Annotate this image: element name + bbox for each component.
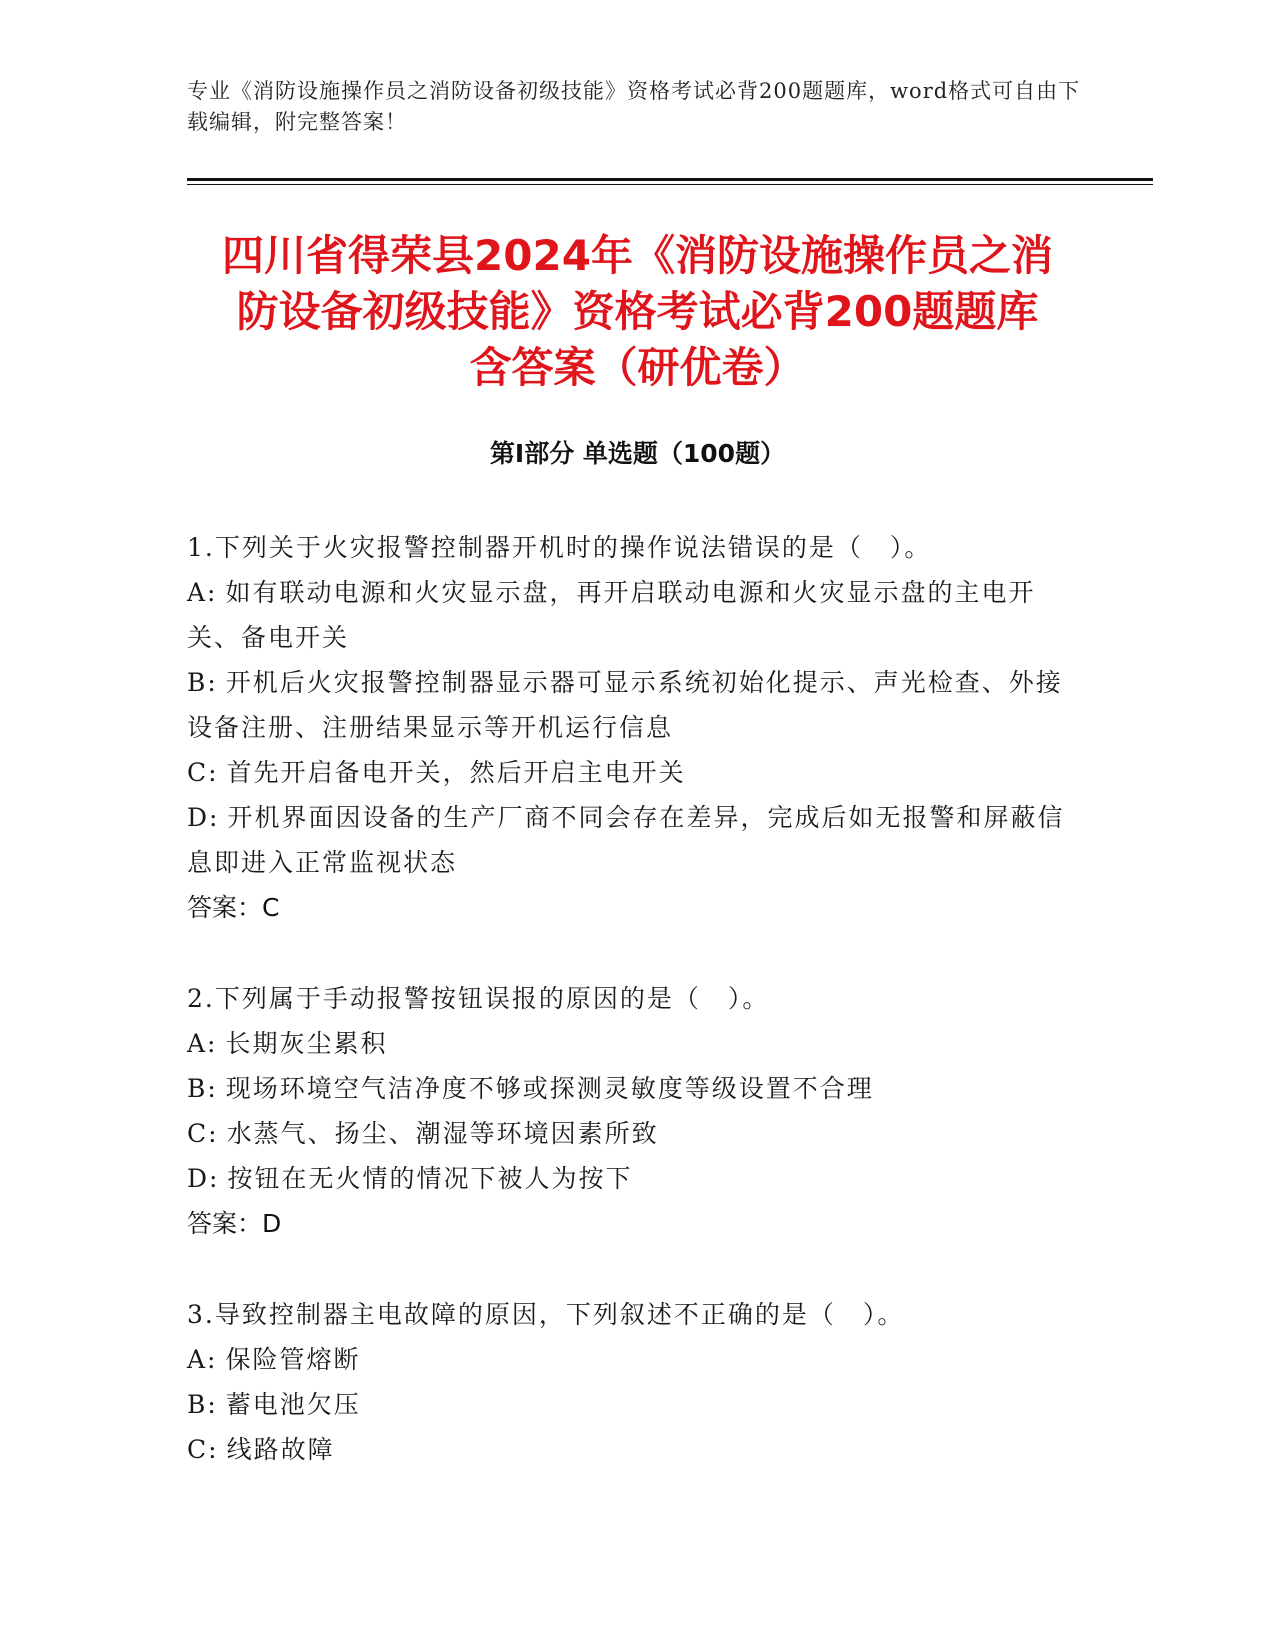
question-number: 2. [187,984,215,1013]
answer-line [187,885,1067,930]
option-text: 开机后火灾报警控制器显示器可显示系统初始化提示、声光检查、外接设备注册、注册结果显示等开机运行信息 [187,668,1063,742]
header-note: 专业《消防设施操作员之消防设备初级技能》资格考试必背200题题库，word格式可自由下载编辑，附完整答案！ [187,79,1081,134]
option-text: 线路故障 [226,1435,335,1464]
option-item [187,1021,1067,1066]
option-letter: C: [187,758,219,787]
answer-value: D [262,1209,282,1238]
option-letter: D: [187,803,220,832]
title-line-1: 四川省得荣县2024年《消防设施操作员之消 [222,231,1053,280]
question-item [187,1292,1067,1472]
option-text: 如有联动电源和火灾显示盘，再开启联动电源和火灾显示盘的主电开关、备电开关 [187,578,1036,652]
answer-value: C [262,893,280,922]
option-item [187,750,1067,795]
question-text: 下列关于火灾报警控制器开机时的操作说法错误的是（ ）。 [214,533,932,562]
question-stem [187,1292,1067,1337]
option-item [187,795,1067,885]
option-item [187,660,1067,750]
question-list [187,525,1067,1518]
question-item [187,976,1067,1246]
section-title: 第Ⅰ部分 单选题（100题） [489,439,786,468]
option-item [187,1156,1067,1201]
question-number: 3. [187,1300,215,1329]
header-rule-thick [187,178,1153,181]
answer-label: 答案： [187,1209,263,1238]
answer-line [187,1201,1067,1246]
header-rule-thin [187,184,1153,185]
option-text: 保险管熔断 [225,1345,361,1374]
option-text: 首先开启备电开关，然后开启主电开关 [226,758,686,787]
option-item [187,1427,1067,1472]
question-text: 下列属于手动报警按钮误报的原因的是（ ）。 [214,984,770,1013]
option-text: 按钮在无火情的情况下被人为按下 [227,1164,633,1193]
answer-label: 答案： [187,893,263,922]
option-letter: A: [187,1029,218,1058]
option-letter: C: [187,1435,219,1464]
option-letter: B: [187,1390,218,1419]
option-letter: D: [187,1164,220,1193]
option-item [187,1337,1067,1382]
option-letter: A: [187,578,218,607]
option-text: 长期灰尘累积 [225,1029,388,1058]
question-number: 1. [187,533,215,562]
question-text: 导致控制器主电故障的原因，下列叙述不正确的是（ ）。 [214,1300,905,1329]
option-letter: A: [187,1345,218,1374]
question-item [187,525,1067,930]
question-stem [187,525,1067,570]
option-text: 现场环境空气洁净度不够或探测灵敏度等级设置不合理 [225,1074,874,1103]
option-letter: B: [187,668,218,697]
option-text: 蓄电池欠压 [225,1390,361,1419]
option-text: 开机界面因设备的生产厂商不同会存在差异，完成后如无报警和屏蔽信息即进入正常监视状态 [187,803,1065,877]
option-text: 水蒸气、扬尘、潮湿等环境因素所致 [226,1119,659,1148]
option-letter: C: [187,1119,219,1148]
option-item [187,570,1067,660]
option-item [187,1066,1067,1111]
title-line-3: 含答案（研优卷） [469,343,806,392]
option-item [187,1111,1067,1156]
option-item [187,1382,1067,1427]
document-title [150,228,1125,396]
option-letter: B: [187,1074,218,1103]
question-stem [187,976,1067,1021]
title-line-2: 防设备初级技能》资格考试必背200题题库 [236,287,1039,336]
